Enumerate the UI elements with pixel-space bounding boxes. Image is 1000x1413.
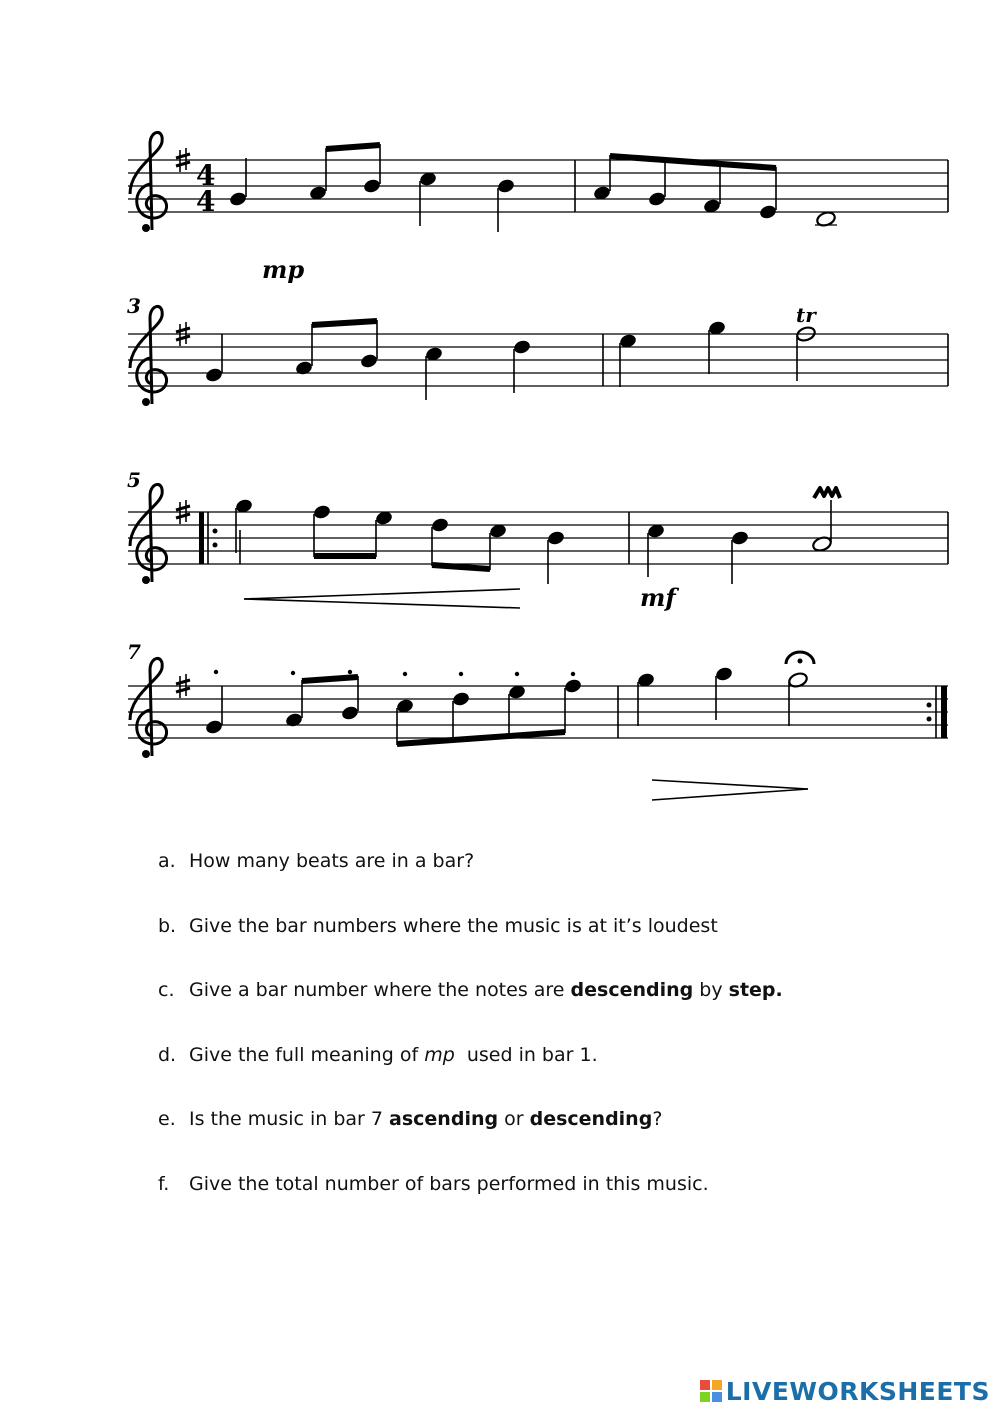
decrescendo-hairpin [244, 589, 520, 608]
treble-clef-icon [130, 658, 167, 758]
treble-clef-icon [130, 132, 167, 232]
dynamic-mp: mp [262, 255, 305, 284]
question-item [158, 1173, 709, 1195]
bar-2-notes [592, 155, 837, 228]
decrescendo-hairpin [652, 780, 808, 800]
question-text: Give the full meaning of [189, 1043, 425, 1066]
trill-symbol: tr [796, 303, 816, 327]
question-letter: d. [158, 1043, 177, 1066]
question-item [158, 915, 718, 937]
staff-system-4 [127, 640, 948, 800]
time-signature-top: 4 [196, 159, 216, 192]
question-letter: c. [158, 979, 175, 1001]
question-item [158, 1044, 598, 1066]
question-letter: e. [158, 1108, 176, 1130]
bar-8-notes [636, 652, 814, 726]
question-text: Give the bar numbers where the music is at it’s loudest [189, 914, 718, 937]
bar-6-notes [646, 488, 840, 584]
question-text: used in bar 1. [454, 1043, 598, 1066]
question-item [158, 850, 474, 872]
question-item [158, 979, 783, 1001]
question-text: Give the total number of bars performed in this music. [189, 1172, 709, 1195]
bar-5-notes [234, 498, 565, 584]
question-text: descending [529, 1108, 653, 1130]
logo-block [700, 1392, 710, 1402]
treble-clef-icon [130, 484, 167, 584]
question-text: step. [728, 979, 783, 1001]
question-text: by [693, 979, 729, 1001]
staff-system-2 [127, 294, 948, 406]
bar-number-3: 3 [127, 294, 141, 318]
bar-1-notes [228, 144, 515, 232]
staff-system-1 [128, 132, 948, 232]
logo-text: LIVEWORKSHEETS [725, 1376, 990, 1406]
bar-7-notes [204, 670, 582, 745]
logo-block [712, 1380, 722, 1390]
logo-block [700, 1380, 710, 1390]
treble-clef-icon [130, 306, 167, 406]
question-text: Is the music in bar 7 [189, 1108, 390, 1130]
bar-number-7: 7 [127, 640, 141, 664]
logo-blocks-icon [700, 1380, 722, 1402]
question-text: descending [570, 979, 694, 1001]
question-text: How many beats are in a bar? [189, 850, 475, 872]
question-item [158, 1108, 662, 1130]
bar-4-notes [618, 303, 817, 387]
mordent-icon [814, 488, 840, 498]
question-text: or [498, 1108, 530, 1130]
time-signature-bottom: 4 [196, 185, 216, 218]
question-text: Give a bar number where the notes are [189, 979, 571, 1001]
dynamic-mf: mf [640, 583, 676, 612]
question-letter: a. [158, 850, 176, 872]
question-text: mp [424, 1043, 455, 1066]
bar-number-5: 5 [127, 468, 141, 492]
fermata-icon [786, 652, 814, 664]
question-text: ? [652, 1108, 663, 1130]
staff-system-3 [127, 468, 948, 608]
question-text: ascending [389, 1108, 499, 1130]
liveworksheets-logo [700, 1375, 990, 1407]
question-letter: b. [158, 914, 177, 937]
question-letter: f. [158, 1172, 170, 1195]
logo-block [712, 1392, 722, 1402]
